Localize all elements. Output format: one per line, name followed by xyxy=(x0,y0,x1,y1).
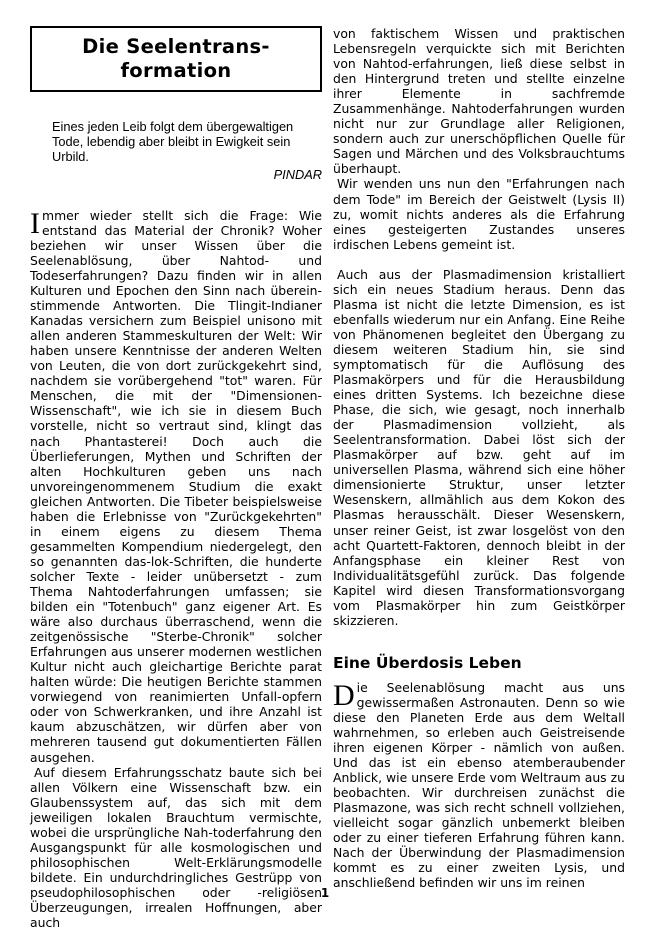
chapter-title-line-1: Die Seelentrans- xyxy=(82,35,270,58)
paragraph: Wir wenden uns nun den "Erfahrungen nach dem Tode" im Bereich der Geistwelt (Lysis II) zu, womit nichts anderes als die Erfahrung eines gesteigerten Zustandes unseres irdischen Lebens gemeint ist. xyxy=(333,176,625,252)
right-column xyxy=(333,26,625,890)
epigraph xyxy=(52,119,322,182)
paragraph: Auch aus der Plasmadimension kristalliert sich ein neues Stadium heraus. Denn das Plasma ist nicht die letzte Dimension, es ist ebenfalls wiederum nur ein Anfang. Eine Reihe von Phänomenen begleitet den Übergang zu diesem weiteren Stadium hin, sie sind symptomatisch für die Auflösung des Plasmakörpers und für die Herausbildung eines dritten Systems. Ich bezeichne diese Phase, die sich, wie gesagt, noch innerhalb der Plasmadimension vollzieht, als Seelentransformation. Dabei löst sich der Plasmakörper auf bzw. geht auf im universellen Plasma, während sich eine höher dimensionierte Struktur, unser letzter Wesenskern, allmählich aus dem Kokon des Plasmas herausschält. Dieser Wesenskern, unser reiner Geist, ist zwar losgelöst von den acht Quartett-Faktoren, dennoch bleibt in der Anfangsphase ein kleiner Rest von Individualitätsgefühl zurück. Das folgende Kapitel wird diesen Transformationsvorgang vom Plasmakörper hin zum Geistkörper skizzieren. xyxy=(333,266,625,628)
chapter-title-line-2: formation xyxy=(120,59,232,82)
epigraph-text: Eines jeden Leib folgt dem übergewaltigen Tode, lebendig aber bleibt in Ewigkeit sein Urbild. xyxy=(52,119,294,165)
left-column xyxy=(30,26,322,930)
paragraph-text: mmer wieder stellt sich die Frage: Wie entstand das Material der Chronik? Woher beziehen wir unser Wissen über die Seelenablösung, über Nahtod- und Todeserfahrungen? Dazu finden wir in allen Kulturen und Epochen den Sinn nach überein-stimmende Antworten. Die Tlingit-Indianer Kanadas versichern zum Beispiel unisono mit allen anderen Stammeskulturen der Welt: Wir haben unsere Kenntnisse der anderen Welten von Leuten, die von dort zurückgekehrt sind, nachdem sie vorübergehend "tot" waren. Für Menschen, die mit der "Dimensionen-Wissenschaft", wie ich sie in diesem Buch vorstelle, nicht so vertraut sind, klingt das nach Phantasterei! Doch auch die Überlieferungen, Mythen und Schriften der alten Hochkulturen geben uns nach unvoreingenommenem Studium die exakt gleichen Antworten. Die Tibeter beispielsweise haben die Erlebnisse von "Zurückgekehrten" in einem eigens zu diesem Thema gesammelten Kompendium niedergelegt, den so genannten das-lok-Schriften, die hunderte solcher Texte - leider unübersetzt - zum Thema Nahtoderfahrungen umfassen; sie bilden ein "Totenbuch" ganz eigener Art. Es wäre also durchaus überraschend, wenn die zeitgenössische "Sterbe-Chronik" solcher Erfahrungen aus unserer modernen westlichen Kultur nicht auch gleichartige Berichte parat halten würde: Die heutigen Berichte stammen vorwiegend von reanimierten Unfall-opfern oder von Schwerkranken, und ihre Anzahl ist kaum abzuschätzen, wir dürfen aber von mehreren tausend gut dokumentierten Fällen ausgehen. xyxy=(30,207,322,765)
paragraph: von faktischem Wissen und praktischen Lebensregeln verquickte sich mit Berichten von Nahtod-erfahrungen, ließ diese selbst in den Hintergrund treten und stellte einzelne ihrer Elemente in sachfremde Zusammenhänge. Nahtoderfahrungen wurden nicht nur zur Grundlage aller Religionen, sondern auch zur unerschöpflichen Quelle für Sagen und Märchen und des Volksbrauchtums überhaupt. xyxy=(333,26,625,177)
paragraph xyxy=(30,208,322,765)
paragraph-text: ie Seelenablösung macht aus uns gewissermaßen Astronauten. Denn so wie diese den Planeten Erde aus dem Weltall wahrnehmen, so erleben auch Geistreisende ihren eigenen Körper - nämlich von außen. Und das ist ein ebenso atemberaubender Anblick, wie unsere Erde vom Weltraum aus zu beobachten. Wir durchreisen zunächst die Plasmazone, was sich recht schnell vollziehen, vielleicht sogar gänzlich unbemerkt bleiben oder zu einer tieferen Erfahrung führen kann. Nach der Überwindung der Plasmadimension kommt es zu einer zweiten Lysis, und anschließend befinden wir uns im reinen xyxy=(333,679,625,891)
epigraph-author: PINDAR xyxy=(273,166,322,182)
page-number: 1 xyxy=(320,886,330,900)
drop-cap: I xyxy=(30,206,40,240)
paragraph: Auf diesem Erfahrungsschatz baute sich bei allen Völkern eine Wissenschaft bzw. ein Glaubenssystem auf, das sich mit dem jeweiligen lokalen Brauchtum vermischte, wobei die ursprüngliche Nah-toderfahrung den Ausgangspunkt für alle kosmologischen und philosophischen Welt-Erklärungsmodelle bildete. Ein undurchdringliches Gestrüpp von pseudophilosophischen oder -religiösen Überzeugungen, irrealen Hoffnungen, aber auch xyxy=(30,764,322,930)
chapter-title-box xyxy=(30,26,322,92)
section-heading: Eine Überdosis Leben xyxy=(333,653,522,672)
paragraph xyxy=(333,680,625,891)
drop-cap: D xyxy=(333,678,355,712)
